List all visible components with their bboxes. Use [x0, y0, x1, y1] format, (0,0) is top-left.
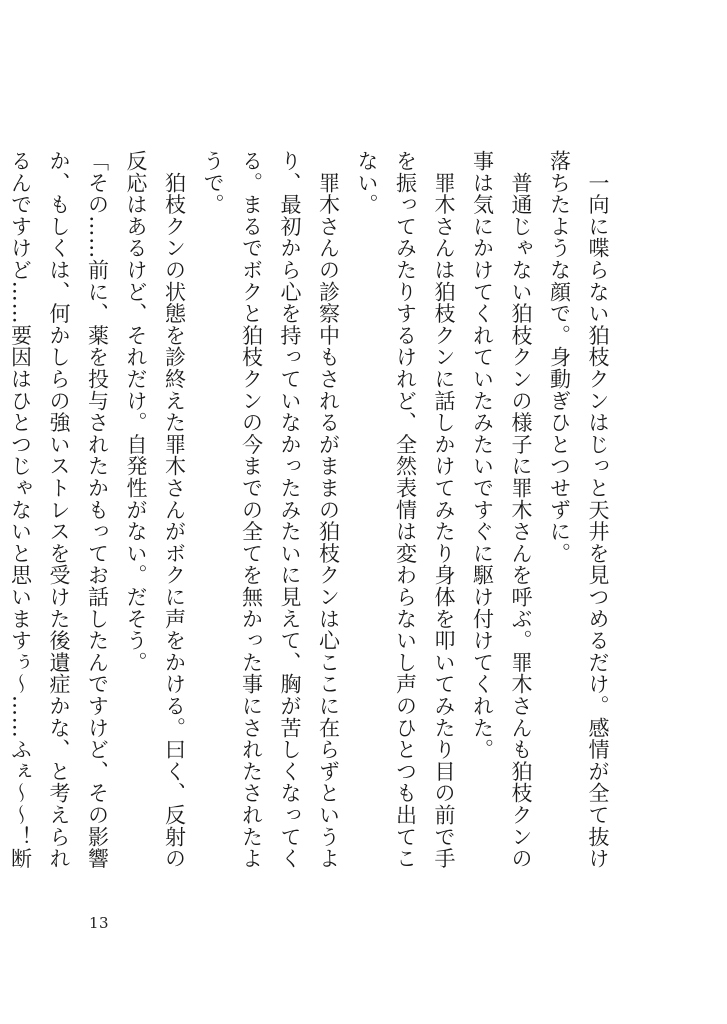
- page-number: 13: [89, 914, 110, 932]
- paragraph-6-dialogue: 「その……前に、薬を投与されたかもってお話したんですけど、その影響か、もしくは、何かしらの強いストレスを受けた後遺症かな、と考えられるんですけど……要因はひとつじゃないと思いますぅ〜……ふぇ〜〜！断: [8, 150, 110, 870]
- vertical-body-text: [8, 150, 617, 890]
- paragraph-4: 罪木さんの診察中もされるがままの狛枝クンは心ここに在らずというより、最初から心を持っていなかったみたいに見えて、胸が苦しくなってくる。まるでボクと狛枝クンの今までの全てを無かった事にされたされたようで。: [201, 150, 341, 870]
- paragraph-1: 一向に喋らない狛枝クンはじっと天井を見つめるだけ。感情が全て抜け落ちたような顔で。身動ぎひとつせずに。: [547, 150, 610, 870]
- paragraph-3: 罪木さんは狛枝クンに話しかけてみたり身体を叩いてみたり目の前で手を振ってみたりするけれど、全然表情は変わらないし声のひとつも出てこない。: [355, 150, 456, 870]
- paragraph-5: 狛枝クンの状態を診終えた罪木さんがボクに声をかける。曰く、反射の反応はあるけど、それだけ。自発性がない。だそう。: [124, 150, 187, 870]
- paragraph-2: 普通じゃない狛枝クンの様子に罪木さんを呼ぶ。罪木さんも狛枝クンの事は気にかけてくれていたみたいですぐに駆け付けてくれた。: [470, 150, 533, 870]
